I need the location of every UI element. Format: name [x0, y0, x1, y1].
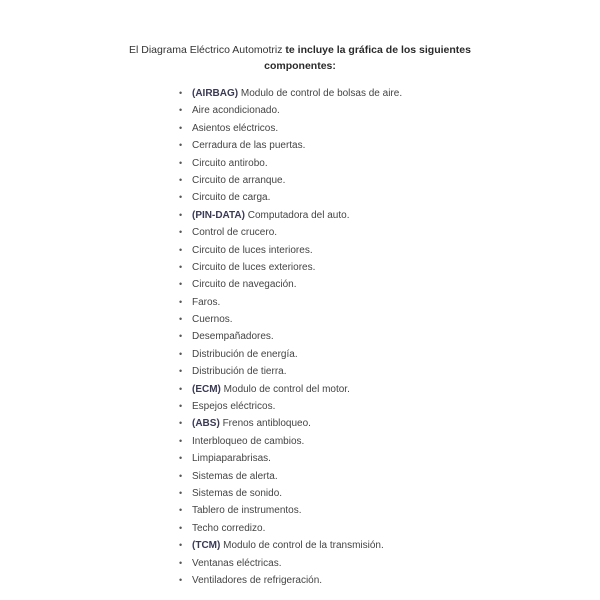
- list-item: [178, 346, 402, 363]
- component-list: [178, 85, 402, 589]
- item-text: Modulo de control de la transmisión.: [223, 540, 384, 552]
- item-text: Techo corredizo.: [192, 522, 266, 534]
- bullet-icon: •: [179, 331, 183, 342]
- bullet-icon: •: [179, 88, 183, 98]
- bullet-icon: •: [179, 261, 183, 272]
- bullet-icon: •: [179, 383, 183, 394]
- item-text: Espejos eléctricos.: [192, 401, 276, 413]
- list-item: [178, 468, 402, 485]
- intro-plain-text: El Diagrama Eléctrico Automotriz: [129, 44, 286, 56]
- list-item: [178, 224, 402, 241]
- list-item: [178, 572, 402, 589]
- item-text: Frenos antibloqueo.: [222, 418, 311, 430]
- intro-bold-text-2: componentes:: [264, 60, 336, 72]
- list-item: [178, 102, 402, 119]
- bullet-icon: •: [179, 157, 183, 168]
- bullet-icon: •: [179, 366, 183, 377]
- item-text: Ventanas eléctricas.: [192, 557, 282, 569]
- bullet-icon: •: [179, 140, 183, 151]
- bullet-icon: •: [179, 314, 183, 325]
- list-item: [178, 415, 402, 432]
- bullet-icon: •: [179, 557, 183, 568]
- bullet-icon: •: [179, 279, 183, 290]
- bullet-icon: •: [179, 105, 183, 116]
- bullet-icon: •: [179, 487, 183, 498]
- item-abbreviation: (ABS): [192, 418, 220, 430]
- item-text: Asientos eléctricos.: [192, 122, 279, 134]
- item-text: Faros.: [192, 296, 221, 308]
- item-text: Interbloqueo de cambios.: [192, 435, 305, 447]
- list-item: [178, 433, 402, 450]
- item-abbreviation: (PIN-DATA): [192, 209, 245, 221]
- bullet-icon: •: [179, 418, 183, 429]
- bullet-icon: •: [179, 174, 183, 185]
- list-item: [178, 276, 402, 293]
- bullet-icon: •: [179, 540, 183, 551]
- list-item: [178, 450, 402, 467]
- list-item: [178, 311, 402, 328]
- bullet-icon: •: [179, 470, 183, 481]
- list-item: [178, 85, 402, 102]
- bullet-icon: •: [179, 122, 183, 133]
- bullet-icon: •: [179, 401, 183, 412]
- item-text: Distribución de tierra.: [192, 366, 287, 378]
- list-item: [178, 242, 402, 259]
- bullet-icon: •: [179, 348, 183, 359]
- bullet-icon: •: [179, 192, 183, 203]
- item-text: Computadora del auto.: [247, 209, 350, 221]
- bullet-icon: •: [179, 435, 183, 446]
- bullet-icon: •: [179, 505, 183, 516]
- item-text: Limpiaparabrisas.: [192, 453, 271, 465]
- intro-paragraph: [0, 42, 600, 74]
- bullet-icon: •: [179, 244, 183, 255]
- item-text: Circuito de luces exteriores.: [192, 261, 316, 273]
- item-text: Tablero de instrumentos.: [192, 505, 302, 517]
- list-item: [178, 172, 402, 189]
- list-item: [178, 520, 402, 537]
- intro-bold-text: te incluye la gráfica de los siguientes: [285, 44, 471, 56]
- list-item: [178, 398, 402, 415]
- list-item: [178, 120, 402, 137]
- item-text: Circuito de carga.: [192, 192, 271, 204]
- item-text: Cuernos.: [192, 314, 233, 326]
- item-text: Circuito de arranque.: [192, 174, 286, 186]
- list-item: [178, 294, 402, 311]
- list-item: [178, 155, 402, 172]
- list-item: [178, 207, 402, 224]
- list-item: [178, 259, 402, 276]
- item-text: Sistemas de sonido.: [192, 487, 283, 499]
- item-text: Modulo de control de bolsas de aire.: [240, 88, 403, 99]
- bullet-icon: •: [179, 453, 183, 464]
- list-item: [178, 363, 402, 380]
- item-text: Sistemas de alerta.: [192, 470, 278, 482]
- list-item: [178, 137, 402, 154]
- item-text: Cerradura de las puertas.: [192, 140, 306, 152]
- item-text: Aire acondicionado.: [192, 105, 280, 117]
- intro-line-1: [0, 42, 600, 58]
- item-abbreviation: (AIRBAG): [192, 88, 239, 99]
- bullet-icon: •: [179, 522, 183, 533]
- list-item: [178, 555, 402, 572]
- item-text: Control de crucero.: [192, 227, 278, 239]
- bullet-icon: •: [179, 574, 183, 585]
- intro-line-2: [0, 58, 600, 74]
- bullet-icon: •: [179, 296, 183, 307]
- list-item: [178, 381, 402, 398]
- list-item: [178, 485, 402, 502]
- bullet-icon: •: [179, 227, 183, 238]
- item-text: Circuito de navegación.: [192, 279, 297, 291]
- list-item: [178, 328, 402, 345]
- list-item: [178, 189, 402, 206]
- item-text: Desempañadores.: [192, 331, 274, 343]
- bullet-icon: •: [179, 209, 183, 220]
- item-text: Distribución de energía.: [192, 348, 298, 360]
- item-text: Circuito de luces interiores.: [192, 244, 313, 256]
- item-abbreviation: (ECM): [192, 383, 221, 395]
- item-abbreviation: (TCM): [192, 540, 221, 552]
- item-text: Circuito antirobo.: [192, 157, 268, 169]
- item-text: Modulo de control del motor.: [223, 383, 350, 395]
- item-text: Ventiladores de refrigeración.: [192, 574, 323, 586]
- list-item: [178, 537, 402, 554]
- list-item: [178, 502, 402, 519]
